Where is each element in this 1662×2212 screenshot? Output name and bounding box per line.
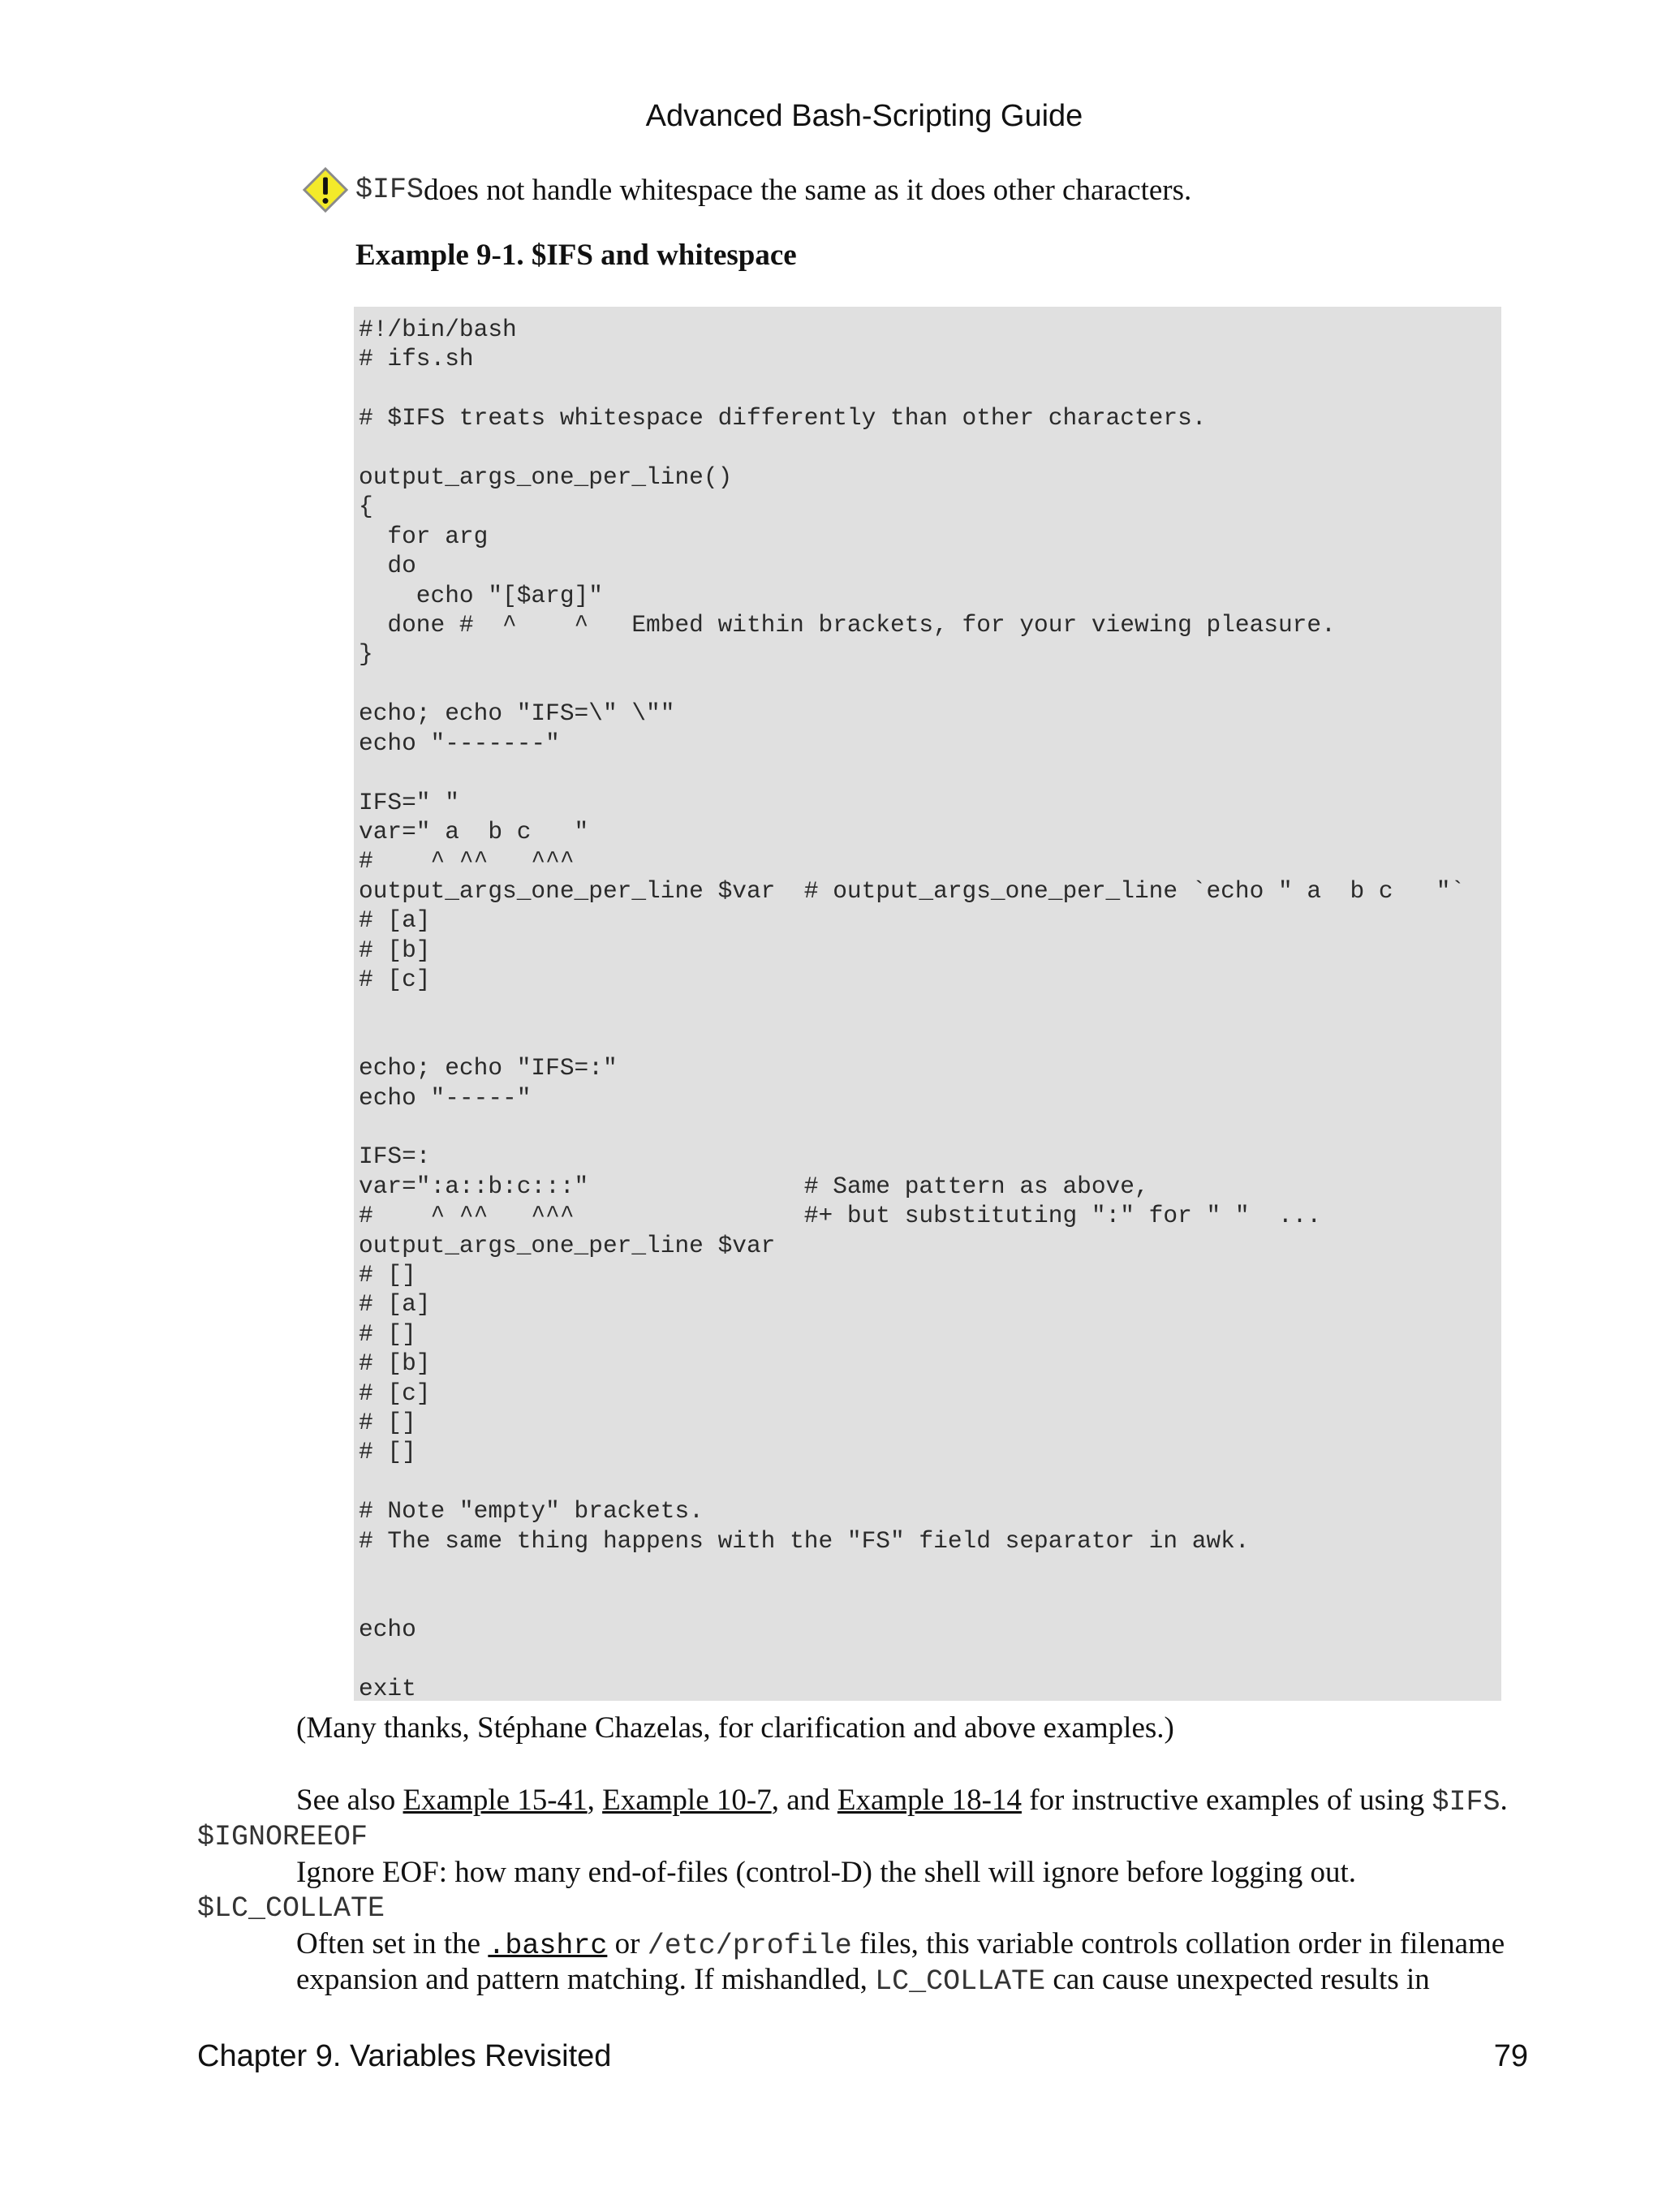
thanks-paragraph: (Many thanks, Stéphane Chazelas, for clarification and above examples.) — [296, 1711, 1174, 1745]
example-title: Example 9-1. $IFS and whitespace — [355, 239, 797, 272]
code-listing: #!/bin/bash # ifs.sh # $IFS treats whitespace differently than other characters. output_args_one_per_line() { for arg do echo "[$arg]" done # ^ ^ Embed within brackets, for your viewing pleasure. } echo; echo "IFS=\" \"" echo "-------" IFS=" " var=" a b c " # ^ ^^ ^^^ output_args_one_per_line $var # output_args_one_per_line `echo " a b c "` # [a] # [b] # [c] echo; echo "IFS=:" echo "-----" IFS=: var=":a::b:c:::" # Same pattern as above, # ^ ^^ ^^^ #+ but substituting ":" for " " ... output_args_one_per_line $var # [] # [a] # [] # [b] # [c] # [] # [] # Note "empty" brackets. # The same thing happens with the "FS" field separator in awk. echo exit — [354, 307, 1501, 1701]
term-ignoreeof: $IGNOREEOF — [197, 1821, 368, 1853]
note-code: $IFS — [355, 174, 424, 206]
see-also-code: $IFS — [1432, 1786, 1501, 1818]
lc-collate-line-1: Often set in the .bashrc or /etc/profile files, this variable controls collation order in filename — [296, 1927, 1505, 1962]
note-text: does not handle whitespace the same as it does other characters. — [424, 173, 1192, 207]
running-header: Advanced Bash-Scripting Guide — [645, 99, 1083, 133]
term-lc-collate: $LC_COLLATE — [197, 1892, 385, 1925]
link-bashrc[interactable]: .bashrc — [488, 1930, 608, 1962]
link-example-18-14[interactable]: Example 18-14 — [837, 1784, 1022, 1817]
etc-profile-code: /etc/profile — [647, 1930, 852, 1962]
see-also-paragraph: See also Example 15-41, Example 10-7, and Example 18-14 for instructive examples of using $IFS. — [296, 1784, 1508, 1818]
warning-note — [302, 166, 1191, 213]
footer-page-number: 79 — [1493, 2039, 1528, 2073]
lc-collate-line-2: expansion and pattern matching. If mishandled, LC_COLLATE can cause unexpected results in — [296, 1963, 1430, 1998]
footer-chapter: Chapter 9. Variables Revisited — [197, 2039, 612, 2073]
link-example-10-7[interactable]: Example 10-7 — [602, 1784, 772, 1817]
lc-collate-code: LC_COLLATE — [875, 1965, 1046, 1998]
ignoreeof-description: Ignore EOF: how many end-of-files (control-D) the shell will ignore before logging out. — [296, 1856, 1356, 1889]
warning-icon — [302, 166, 349, 213]
link-example-15-41[interactable]: Example 15-41 — [403, 1784, 588, 1817]
